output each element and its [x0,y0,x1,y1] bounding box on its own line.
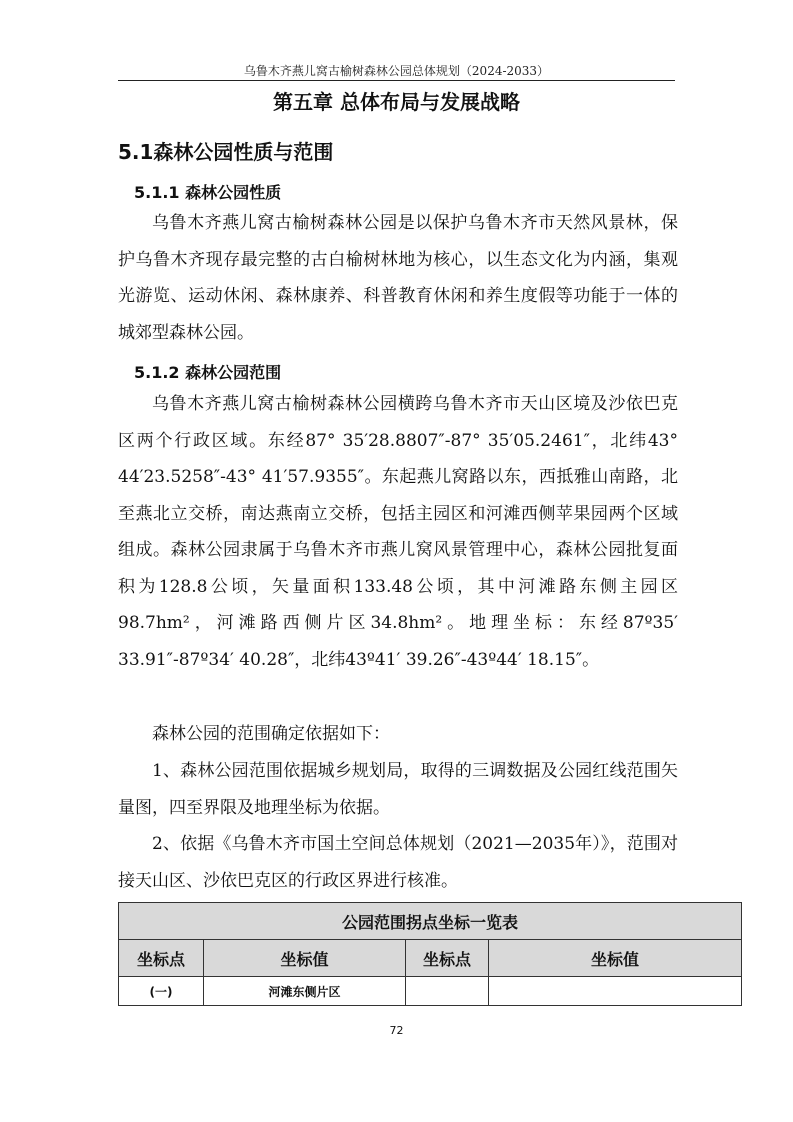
paragraph-basis-item-1: 1、森林公园范围依据城乡规划局，取得的三调数据及公园红线范围矢量图，四至界限及地理坐标为依据。 [118,761,678,818]
table-cell: (一) [119,977,204,1006]
table-row [119,977,742,1006]
page-number: 72 [389,1024,404,1037]
header-divider [118,80,675,81]
paragraph-park-scope: 乌鲁木齐燕儿窝古榆树森林公园横跨乌鲁木齐市天山区境及沙依巴克区两个行政区域。东经87° 35′28.8807″-87° 35′05.2461″，北纬43° 44′23.5258″-43° 41′57.9355″。东起燕儿窝路以东，西抵雅山南路，北至燕北立交桥，南达燕南立交桥，包括主园区和河滩西侧苹果园两个区域组成。森林公园隶属于乌鲁木齐市燕儿窝风景管理中心，森林公园批复面积为128.8公顷，矢量面积133.48公顷，其中河滩路东侧主园区98.7hm²，河滩路西侧片区34.8hm²。地理坐标：东经87º35′ 33.91″-87º34′ 40.28″，北纬43º41′ 39.26″-43º44′ 18.15″。 [118,394,678,670]
table-cell [406,977,489,1006]
paragraph-scope-basis-intro: 森林公园的范围确定依据如下： [152,724,390,744]
chapter-title: 第五章 总体布局与发展战略 [273,90,520,114]
column-header: 坐标值 [489,940,742,977]
column-header: 坐标点 [406,940,489,977]
table-cell: 河滩东侧片区 [204,977,406,1006]
subsection-heading-nature: 5.1.1 森林公园性质 [134,183,282,202]
column-header: 坐标值 [204,940,406,977]
section-heading: 5.1森林公园性质与范围 [118,140,334,164]
subsection-heading-scope: 5.1.2 森林公园范围 [134,363,282,382]
table-header-row [119,940,742,977]
column-header: 坐标点 [119,940,204,977]
boundary-coordinates-table [118,902,742,1006]
table-cell [489,977,742,1006]
paragraph-basis-item-2: 2、依据《乌鲁木齐市国土空间总体规划（2021—2035年）》，范围对接天山区、沙依巴克区的行政区界进行核准。 [118,834,678,891]
paragraph-park-nature: 乌鲁木齐燕儿窝古榆树森林公园是以保护乌鲁木齐市天然风景林，保护乌鲁木齐现存最完整的古白榆树林地为核心，以生态文化为内涵，集观光游览、运动休闲、森林康养、科普教育休闲和养生度假等功能于一体的城郊型森林公园。 [118,213,678,343]
table-title: 公园范围拐点坐标一览表 [119,903,742,940]
running-header: 乌鲁木齐燕儿窝古榆树森林公园总体规划（2024-2033） [243,64,550,78]
